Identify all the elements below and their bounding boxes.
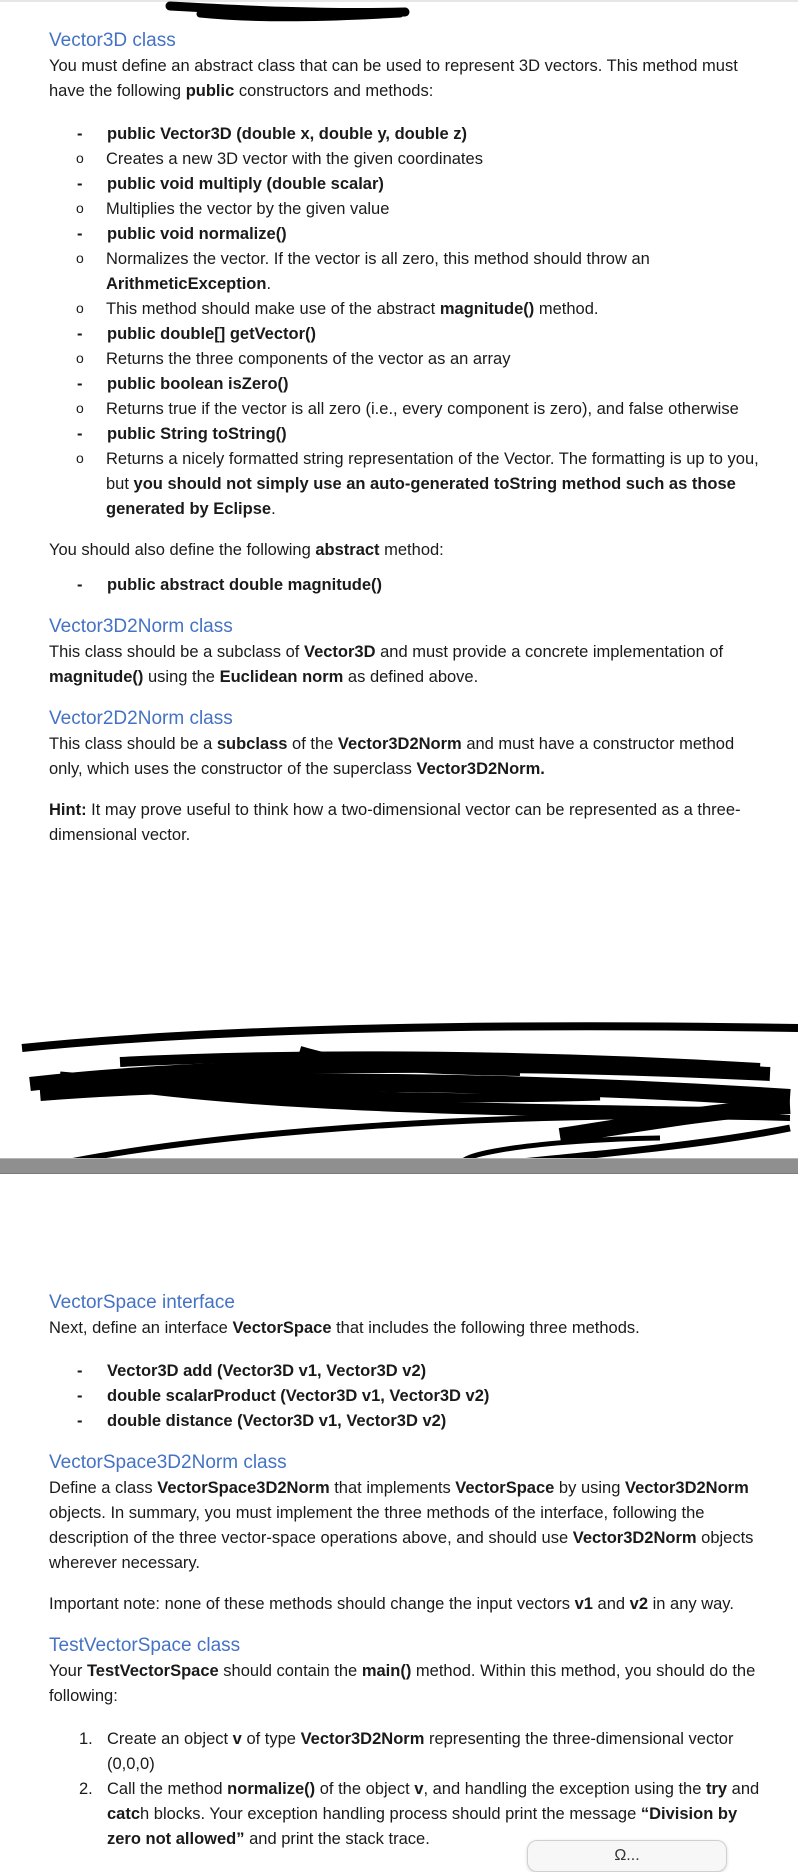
test-steps-list: [49, 1727, 765, 1852]
method-item: - public boolean isZero(): [49, 372, 765, 397]
method-note: o Multiplies the vector by the given value: [0, 197, 765, 222]
interface-method-item: - double scalarProduct (Vector3D v1, Vector3D v2): [49, 1384, 765, 1409]
method-item: - public double[] getVector(): [49, 322, 765, 347]
page-break-divider: [0, 1158, 798, 1174]
vectorspace-heading: VectorSpace interface: [49, 1292, 235, 1313]
vector3d-methods-list: [49, 122, 765, 522]
vector3d2norm-text: This class should be a subclass of Vector3D and must provide a concrete implementation of magnitude() using the Euclidean norm as defined above.: [49, 643, 724, 686]
vector3d-heading: Vector3D class: [49, 30, 176, 51]
page-2: [0, 1190, 798, 1860]
test-step-item: 2. Call the method normalize() of the object v, and handling the exception using the try and catch blocks. Your exception handling process should print the message “Division by zero not allowed” and print the stack trace.: [79, 1780, 760, 1848]
method-note: o This method should make use of the abstract magnitude() method.: [0, 297, 765, 322]
abstract-method-list: [49, 573, 765, 598]
vector3d-intro: You must define an abstract class that can be used to represent 3D vectors. This method must have the following public constructors and methods:: [49, 57, 738, 100]
redaction-scribble-middle: [0, 1010, 798, 1180]
method-note: o Returns true if the vector is all zero (i.e., every component is zero), and false otherwise: [0, 397, 765, 422]
testvectorspace-heading: TestVectorSpace class: [49, 1635, 241, 1656]
testvectorspace-text: Your TestVectorSpace should contain the main() method. Within this method, you should do the following:: [49, 1662, 756, 1705]
interface-method-item: - double distance (Vector3D v1, Vector3D v2): [49, 1409, 765, 1434]
abstract-method-item: - public abstract double magnitude(): [49, 573, 765, 598]
method-item: - public String toString(): [49, 422, 765, 447]
method-note: o Returns a nicely formatted string representation of the Vector. The formatting is up to you, but you should not simply use an auto-generated toString method such as those generated by Eclipse.: [0, 447, 765, 522]
vectorspace-methods-list: [49, 1359, 765, 1434]
method-note: o Creates a new 3D vector with the given coordinates: [0, 147, 765, 172]
important-note: Important note: none of these methods should change the input vectors v1 and v2 in any way.: [49, 1595, 734, 1613]
abstract-intro: You should also define the following abstract method:: [49, 541, 444, 559]
vector3d2norm-heading: Vector3D2Norm class: [49, 616, 233, 637]
vector2d2norm-text: This class should be a subclass of the Vector3D2Norm and must have a constructor method only, which uses the constructor of the superclass Vector3D2Norm.: [49, 735, 735, 778]
vectorspace-section: [49, 1290, 765, 1852]
method-note: o Returns the three components of the vector as an array: [0, 347, 765, 372]
vectorspace-text: Next, define an interface VectorSpace that includes the following three methods.: [49, 1319, 640, 1337]
interface-method-item: - Vector3D add (Vector3D v1, Vector3D v2): [49, 1359, 765, 1384]
vectorspace3d2norm-heading: VectorSpace3D2Norm class: [49, 1452, 287, 1473]
hint-text: Hint: It may prove useful to think how a two-dimensional vector can be represented as a three-dimensional vector.: [49, 801, 741, 844]
floating-action-button[interactable]: Ω...: [527, 1840, 727, 1872]
vectorspace3d2norm-text: Define a class VectorSpace3D2Norm that implements VectorSpace by using Vector3D2Norm objects. In summary, you must implement the three methods of the interface, following the description of the three vector-space operations above, and should use Vector3D2Norm objects wherever necessary.: [49, 1479, 754, 1572]
vector3d-section: [49, 28, 765, 848]
method-item: - public void multiply (double scalar): [49, 172, 765, 197]
method-item: - public Vector3D (double x, double y, double z): [49, 122, 765, 147]
method-item: - public void normalize(): [49, 222, 765, 247]
vector2d2norm-heading: Vector2D2Norm class: [49, 708, 233, 729]
test-step-item: 1. Create an object v of type Vector3D2Norm representing the three-dimensional vector (0,0,0): [79, 1730, 734, 1773]
method-note: o Normalizes the vector. If the vector is all zero, this method should throw an ArithmeticException.: [0, 247, 765, 297]
